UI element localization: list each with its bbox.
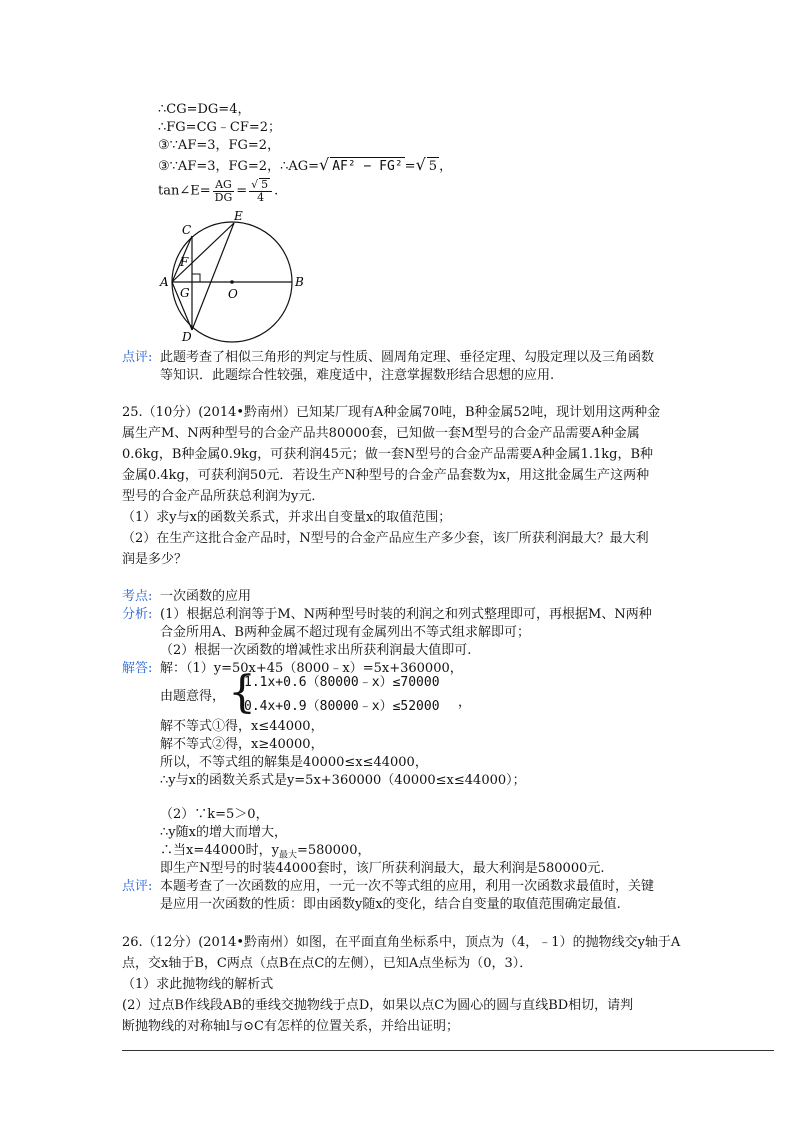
inequality-2: 0.4x+0.9（80000﹣x）≤52000 xyxy=(244,699,440,714)
question-25-part2: （2）在生产这批合金产品时，N型号的合金产品应生产多少套，该厂所获利润最大？最大利 xyxy=(122,531,649,546)
question-25-part1: （1）求y与x的函数关系式，并求出自变量x的取值范围； xyxy=(122,510,452,525)
review-tag: 点评: xyxy=(122,879,153,894)
jieda-line: 所以，不等式组的解集是40000≤x≤44000， xyxy=(160,755,428,770)
question-26-part1: （1）求此抛物线的解析式 xyxy=(122,977,274,992)
jieda-line: ∴y与x的函数关系式是y=5x+360000（40000≤x≤44000）； xyxy=(160,773,526,788)
review-text: 本题考查了一次函数的应用，一元一次不等式组的应用，利用一次函数求最值时，关键 xyxy=(160,879,655,894)
fenxi-text: （2）根据一次函数的增减性求出所获利润最大值即可. xyxy=(160,643,472,658)
jieda-line: ∴y随x的增大而增大， xyxy=(160,825,287,840)
jieda-line: 解不等式②得，x≥40000， xyxy=(160,737,324,752)
question-26-line: 26.（12分）(2014•黔南州）如图，在平面直角坐标系中，顶点为（4，﹣1）的抛物线交y轴于A xyxy=(122,935,681,950)
jieda-tag: 解答: xyxy=(122,661,153,676)
question-25-line: 金属0.4kg，可获利润50元．若设生产N种型号的合金产品套数为x，用这批金属生产这两种 xyxy=(122,468,650,483)
jieda-line: 解不等式①得，x≤44000， xyxy=(160,719,324,734)
label-b: B xyxy=(295,275,304,289)
segment-de xyxy=(192,223,234,330)
question-25-line: 型号的合金产品所获总利润为y元． xyxy=(122,489,325,504)
solution-line: ∴FG=CG﹣CF=2； xyxy=(158,120,282,135)
inequality-brace: { xyxy=(228,667,256,718)
fraction-result: $\frac{√ 5}{4}$ xyxy=(249,178,272,204)
question-25-line: 属生产M、N两种型号的合金产品共80000套，已知做一套M型号的合金产品需要A种金属 xyxy=(122,426,640,441)
jieda-line: 解：（1）y=50x+45（8000﹣x）=5x+360000， xyxy=(160,661,463,676)
inequality-end: ， xyxy=(458,695,472,710)
review-text: 是应用一次函数的性质：即由函数y随x的变化，结合自变量的取值范围确定最值. xyxy=(160,897,621,912)
label-o: O xyxy=(228,287,238,301)
question-25-line: 0.6kg，B种金属0.9kg，可获利润45元；做一套N型号的合金产品需要A种金属1.1kg，B种 xyxy=(122,447,654,462)
center-point xyxy=(230,280,234,284)
review-text: 此题考查了相似三角形的判定与性质、圆周角定理、垂径定理、勾股定理以及三角函数 xyxy=(160,350,655,365)
question-26-line: 点，交x轴于B，C两点（点B在点C的左侧），已知A点坐标为（0，3）． xyxy=(122,956,533,971)
label-a: A xyxy=(160,275,169,289)
tan-formula: tan∠E= $\frac{AG}{DG}$ = $\frac{√ 5}{4}$ . xyxy=(158,177,279,204)
review-tag: 点评: xyxy=(122,350,153,365)
kaodian-text: 一次函数的应用 xyxy=(160,589,252,604)
question-26-part2: 断抛物线的对称轴l与⊙C有怎样的位置关系，并给出证明； xyxy=(122,1019,459,1034)
fenxi-tag: 分析: xyxy=(122,607,153,622)
label-g: G xyxy=(180,286,190,300)
label-f: F xyxy=(180,255,189,269)
jieda-line: 由题意得， xyxy=(160,689,226,704)
solution-line: ③∵AF=3，FG=2， xyxy=(158,138,281,153)
page-divider xyxy=(122,1050,774,1051)
question-26-part2: (2）过点B作线段AB的垂线交抛物线于点D，如果以点C为圆心的圆与直线BD相切，请判 xyxy=(122,998,634,1013)
solution-line: ∴CG=DG=4， xyxy=(158,102,251,117)
label-c: C xyxy=(182,223,192,237)
fenxi-text: (1）根据总利润等于M、N两种型号时装的利润之和列式整理即可，再根据M、N两种 xyxy=(160,607,652,622)
jieda-line: 即生产N型号的时装44000套时，该厂所获利润最大，最大利润是580000元. xyxy=(160,861,605,876)
question-25-part2: 润是多少？ xyxy=(122,552,188,567)
label-e: E xyxy=(234,209,243,223)
jieda-line-max: ∴当x=44000时，$y_{最大}=580000$， xyxy=(160,843,371,861)
jieda-line: （2）∵k=5＞0， xyxy=(160,807,269,822)
label-d: D xyxy=(182,330,192,344)
circle-geometry-figure xyxy=(150,205,310,345)
fraction-ag-dg: $\frac{AG}{DG}$ xyxy=(214,177,233,204)
kaodian-tag: 考点: xyxy=(122,589,153,604)
fenxi-text: 合金所用A、B两种金属不超过现有金属列出不等式组求解即可； xyxy=(160,625,530,640)
inequality-1: 1.1x+0.6（80000﹣x）≤70000 xyxy=(244,675,440,690)
right-angle-mark xyxy=(192,274,200,282)
review-text: 等知识．此题综合性较强，难度适中，注意掌握数形结合思想的应用. xyxy=(160,368,555,383)
question-25-line: 25.（10分）(2014•黔南州）已知某厂现有A种金属70吨，B种金属52吨，现计划用这两种金 xyxy=(122,405,661,420)
solution-line-ag: ③∵AF=3，FG=2，∴AG=√ AF² − FG² =√ 5 ， xyxy=(158,155,453,174)
